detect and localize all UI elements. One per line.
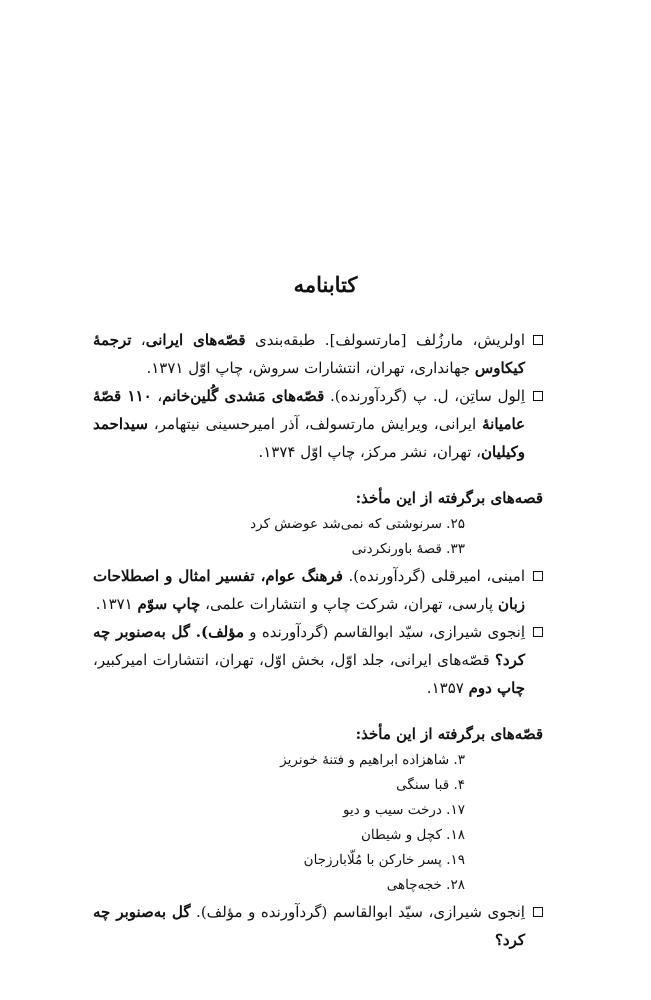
entry-bold-text: گل به‌صنوبر چه کرد؟ [93,903,525,949]
bibliography-entry [93,562,543,618]
entry-text: ، [151,387,163,405]
checkbox-square-icon [533,571,543,581]
entry-text: جهانداری، تهران، انتشارات سروش، چاپ اوّل ۱۳۷۱. [146,359,475,377]
entry-text: ایرانی، ویرایش مارتسولف، آذر امیرحسینی نیتهامر، [147,415,483,433]
entry-bold-text: قصّه‌های ایرانی [145,331,246,349]
entry-text: ، [131,331,146,349]
bibliography-body [93,326,543,954]
entry-bold-text: فرهنگ عوام، تفسیر امثال و اصطلاحات زبان [93,567,525,613]
entry-text: پارسی، تهران، شرکت چاپ و انتشارات علمی، [200,595,498,613]
entry-text: ۱۳۷۱. [95,595,138,613]
bibliography-entry [93,618,543,702]
source-story-item: ۲۸. خجه‌چاهی [386,877,465,893]
entry-text: اِنجوی شیرازی، سیّد ابوالقاسم (گردآورنده و [244,623,525,641]
source-story-item: ۱۹. پسر خارکن با مُلّابارزجان [303,852,465,868]
entries-top [93,326,543,466]
entry-bold-text: قصّه‌های مَشدی گُلین‌خانم [162,387,325,405]
sources-list-1 [93,512,543,562]
entry-bold-text: چاپ سوّم [137,595,201,613]
source-story-item: ۴. قبا سنگی [396,777,465,793]
entries-bottom [93,898,543,954]
source-story-item: ۳۳. قصهٔ باورنکردنی [351,541,465,557]
entry-bold-text: ترجمهٔ کیکاوس [93,331,525,377]
entry-bold-text: مؤلف). گل به‌صنوبر چه کرد؟ [93,623,525,669]
sources-heading-1: قصه‌های برگرفته از این مأخذ: [355,489,543,507]
source-story-item: ۲۵. سرنوشتی که نمی‌شد عوضش کرد [250,516,465,532]
bibliography-entry [93,898,543,954]
entries-mid [93,562,543,702]
entry-text: ، تهران، نشر مرکز، چاپ اوّل ۱۳۷۴. [258,443,481,461]
entry-text: اِنجوی شیرازی، سیّد ابوالقاسم (گردآورنده و مؤلف). [190,903,525,921]
sources-heading-2: قصّه‌های برگرفته از این مأخذ: [355,725,543,743]
checkbox-square-icon [533,335,543,345]
entry-text: قصّه‌های ایرانی، جلد اوّل، بخش اوّل، تهران، انتشارات امیرکبیر، [93,651,495,669]
entry-text: ۱۳۵۷. [426,679,469,697]
page-title: کتابنامه [293,272,358,297]
bibliography-entry [93,326,543,382]
entry-text: اِلول ساتِن، ل. پ (گردآورنده). [324,387,526,405]
checkbox-square-icon [533,627,543,637]
entry-bold-text: سیداحمد وکیلیان [93,415,525,461]
checkbox-square-icon [533,391,543,401]
entry-bold-text: ۱۱۰ قصّهٔ عامیانهٔ [93,387,525,433]
entry-text: اولریش، مارزُلف [مارتسولف]. طبقه‌بندی [245,331,525,349]
source-story-item: ۱۷. درخت سیب و دیو [342,802,465,818]
checkbox-square-icon [533,907,543,917]
entry-text: امینی، امیرقلی (گردآورنده). [342,567,525,585]
bibliography-entry [93,382,543,466]
sources-list-2 [93,748,543,898]
entry-bold-text: چاپ دوم [468,679,525,697]
source-story-item: ۳. شاهزاده ابراهیم و فتنهٔ خونریز [280,752,465,768]
source-story-item: ۱۸. کچل و شیطان [360,827,465,843]
